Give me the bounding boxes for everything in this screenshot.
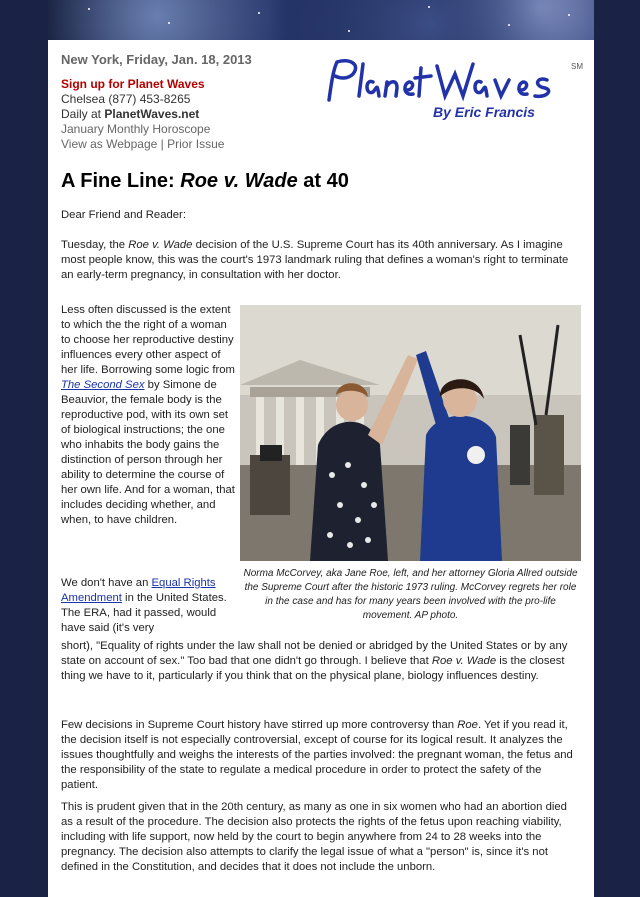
monthly-horoscope-link[interactable]: January Monthly Horoscope <box>61 122 211 136</box>
paragraph-2 <box>61 303 235 528</box>
p3-cont-pre: short), "Equality of rights under the law shall not be denied or abridged by the United States or by any state on account of sex." Too bad that one didn't go through. I believe that <box>61 640 568 667</box>
photo-illustration <box>240 305 581 561</box>
p3-cont-post: is the closest thing we have to it, particularly if you think that on the physical plane, biology influences destiny. <box>61 655 565 682</box>
issue-date: New York, Friday, Jan. 18, 2013 <box>61 52 252 67</box>
p1-post: decision of the U.S. Supreme Court has its 40th anniversary. As I imagine most people know, this was the court's 1973 landmark ruling that defines a woman's right to terminate an early-term pregnancy, in consultation with her doctor. <box>61 239 569 281</box>
paragraph-4 <box>61 718 581 793</box>
signup-link[interactable]: Sign up for Planet Waves <box>61 77 205 91</box>
logo-byline: By Eric Francis <box>433 104 535 120</box>
p2-pre: Less often discussed is the extent to which the the right of a woman to choose her reproductive destiny influences every other aspect of her life. Borrowing some logic from <box>61 304 235 376</box>
view-webpage-link[interactable]: View as Webpage <box>61 137 158 151</box>
article-title <box>61 170 349 193</box>
header-banner-image <box>48 0 594 40</box>
link-separator: | <box>160 137 164 151</box>
header-links <box>61 137 252 152</box>
right-margin <box>594 0 640 897</box>
p4-italic: Roe <box>457 719 478 731</box>
second-sex-link[interactable] <box>61 379 145 391</box>
title-pre: A Fine Line: <box>61 170 181 192</box>
p1-italic: Roe v. Wade <box>128 239 193 251</box>
newsletter-page <box>48 40 594 897</box>
header-info <box>61 52 252 152</box>
daily-line <box>61 107 252 122</box>
p3-pre: We don't have an <box>61 577 152 589</box>
p3-cont-italic: Roe v. Wade <box>431 655 497 667</box>
prior-issue-link[interactable]: Prior Issue <box>167 137 225 151</box>
p2-post: by Simone de Beauvior, the female body is the reproductive pod, with its own set of biological instructions; the one who inhabits the body gains the distinction of person through her ability to determine the course of her own life. And for a woman, that includes deciding whether, and when, to have children. <box>61 379 235 526</box>
p1-pre: Tuesday, the <box>61 239 129 251</box>
phone-number: Chelsea (877) 453-8265 <box>61 92 191 106</box>
photo-caption: Norma McCorvey, aka Jane Roe, left, and her attorney Gloria Allred outside the Supreme Court after the historic 1973 ruling. McCorvey regrets her role in the case and has for many years been involved with the pro-life movement. AP photo. <box>243 568 578 621</box>
p4-post: . Yet if you read it, the decision itself is not especially controversial, except of course for its logical result. It analyzes the issues thoughtfully and weighs the interests of the parties involved: the pregnant woman, the fetus and the responsibility of the state to regulate a medical procedure in order to protect the safety of the patient. <box>61 719 573 791</box>
service-mark: SM <box>571 62 583 71</box>
daily-prefix: Daily at <box>61 107 105 121</box>
greeting: Dear Friend and Reader: <box>61 209 186 221</box>
article-photo <box>240 305 581 561</box>
p3-post: in the United States. The ERA, had it passed, would have said (it's very <box>61 592 227 634</box>
left-margin <box>0 0 48 897</box>
paragraph-3-continued <box>61 639 581 684</box>
title-italic: Roe v. Wade <box>180 170 298 192</box>
era-link[interactable]: Equal Rights Amendment <box>61 577 216 604</box>
p4-pre: Few decisions in Supreme Court history have stirred up more controversy than <box>61 719 458 731</box>
paragraph-3 <box>61 576 235 636</box>
paragraph-1 <box>61 238 581 283</box>
site-link[interactable]: PlanetWaves.net <box>104 107 200 121</box>
p2-link-text: The Second Sex <box>61 379 145 391</box>
title-post: at 40 <box>297 170 349 192</box>
logo-wordmark <box>321 56 576 108</box>
paragraph-5: This is prudent given that in the 20th century, as many as one in six women who had an abortion died as a result of the procedure. The decision also protects the rights of the fetus upon reaching viability, including with life support, now held by the court to begin anywhere from 24 to 28 weeks into the pregnancy. The decision also attempts to clarify the legal issue of what a "person" is, since it's not defined in the Constitution, and decides that it does not include the unborn. <box>61 801 567 873</box>
